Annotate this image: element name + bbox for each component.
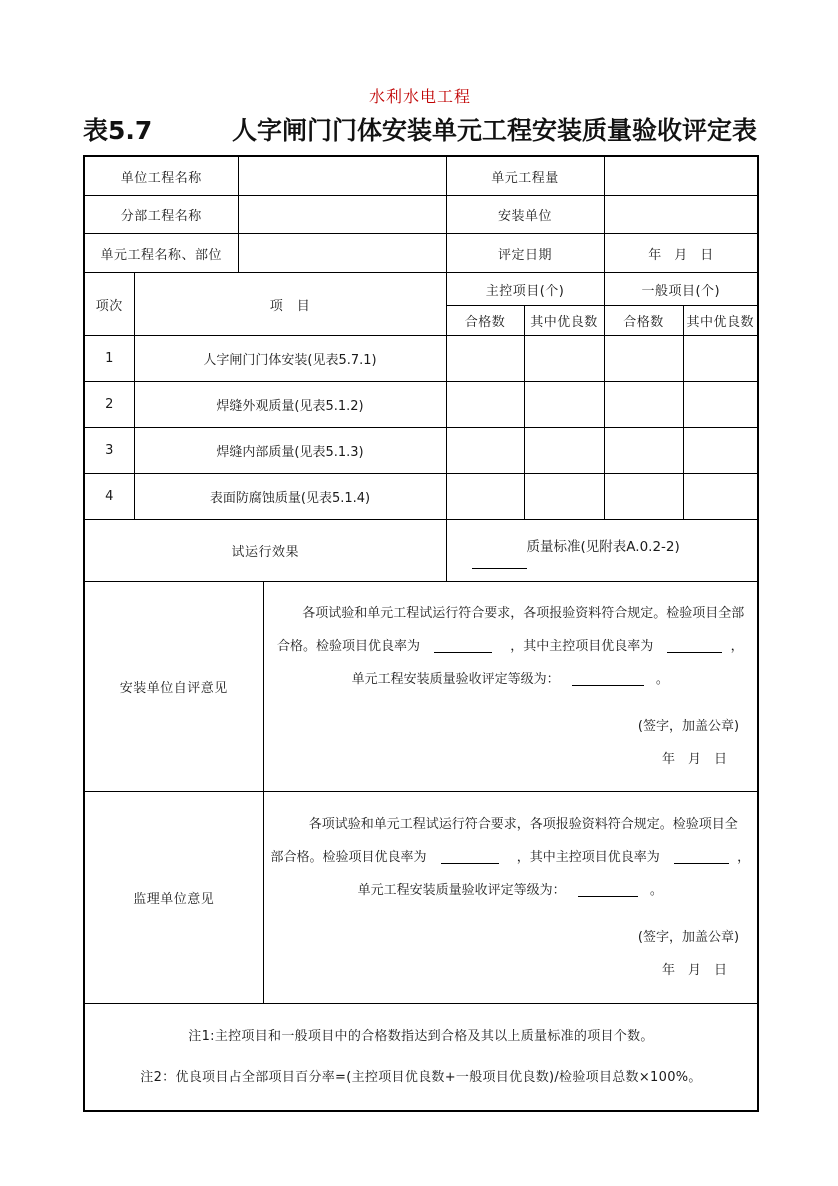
document-page — [83, 84, 757, 1112]
notes-row — [84, 1004, 758, 1111]
item-no: 3 — [84, 428, 134, 474]
count-cell[interactable] — [446, 336, 524, 382]
count-cell[interactable] — [524, 382, 604, 428]
signature-block — [264, 710, 758, 776]
info-row — [84, 196, 758, 234]
quality-standard-text: 质量标准(见附表A.0.2-2) — [526, 538, 680, 555]
fill-in-blank[interactable] — [667, 639, 722, 653]
signature-date: 年 月 日 — [662, 752, 728, 768]
item-no: 1 — [84, 336, 134, 382]
count-cell[interactable] — [446, 428, 524, 474]
supervisor-opinion-label: 监理单位意见 — [84, 792, 263, 1004]
opinion-text: 单元工程安装质量验收评定等级为： — [357, 883, 566, 899]
division-project-name-value[interactable] — [238, 196, 446, 234]
count-cell[interactable] — [604, 474, 683, 520]
signature-note: (签字，加盖公章) — [637, 719, 740, 735]
opinion-text-line — [264, 841, 758, 874]
info-row — [84, 156, 758, 196]
count-cell[interactable] — [524, 474, 604, 520]
installer-opinion-label: 安装单位自评意见 — [84, 582, 263, 792]
installer-opinion-content — [263, 582, 758, 792]
general-items-header: 一般项目(个) — [604, 273, 758, 306]
unit-project-name-value[interactable] — [238, 156, 446, 196]
count-cell[interactable] — [683, 382, 758, 428]
trial-run-row — [84, 520, 758, 582]
doc-category: 水利水电工程 — [368, 87, 471, 106]
table-header-row — [84, 273, 758, 306]
item-name: 人字闸门门体安装(见表5.7.1) — [134, 336, 446, 382]
excellent-count-header: 其中优良数 — [524, 306, 604, 336]
note-1: 注1:主控项目和一般项目中的合格数指达到合格及其以上质量标准的项目个数。 — [188, 1029, 654, 1044]
opinion-text-line — [264, 630, 758, 663]
opinion-text: 合格。检验项目优良率为 — [276, 639, 420, 655]
unit-work-name-part-value[interactable] — [238, 234, 446, 273]
count-cell[interactable] — [683, 428, 758, 474]
count-cell[interactable] — [604, 336, 683, 382]
fill-in-blank[interactable] — [441, 850, 499, 864]
table-row — [84, 336, 758, 382]
supervisor-opinion-content — [263, 792, 758, 1004]
info-row — [84, 234, 758, 273]
install-unit-label: 安装单位 — [446, 196, 604, 234]
supervisor-opinion-row — [84, 792, 758, 1004]
count-cell[interactable] — [524, 428, 604, 474]
fill-in-blank[interactable] — [572, 672, 644, 686]
item-no: 2 — [84, 382, 134, 428]
opinion-text-line — [264, 663, 758, 696]
qualified-count-header: 合格数 — [604, 306, 683, 336]
notes-cell — [84, 1004, 758, 1111]
table-title: 人字闸门门体安装单元工程安装质量验收评定表 — [231, 116, 757, 145]
item-no: 4 — [84, 474, 134, 520]
opinion-text: 。 — [655, 672, 669, 688]
table-row — [84, 428, 758, 474]
opinion-text: ， — [737, 850, 751, 866]
unit-work-quantity-value[interactable] — [604, 156, 758, 196]
unit-project-name-label: 单位工程名称 — [84, 156, 238, 196]
count-cell[interactable] — [446, 474, 524, 520]
fill-in-blank[interactable] — [578, 883, 638, 897]
table-row — [84, 474, 758, 520]
item-no-header: 项次 — [84, 273, 134, 336]
signature-block — [264, 921, 758, 987]
opinion-text-line — [264, 874, 758, 907]
install-unit-value[interactable] — [604, 196, 758, 234]
opinion-text-line: 各项试验和单元工程试运行符合要求，各项报验资料符合规定。检验项目全部 — [302, 606, 745, 622]
item-name: 表面防腐蚀质量(见表5.1.4) — [134, 474, 446, 520]
count-cell[interactable] — [524, 336, 604, 382]
qualified-count-header: 合格数 — [446, 306, 524, 336]
item-header: 项 目 — [134, 273, 446, 336]
trial-run-label: 试运行效果 — [84, 520, 446, 582]
unit-work-quantity-label: 单元工程量 — [446, 156, 604, 196]
count-cell[interactable] — [683, 336, 758, 382]
opinion-text: 。 — [649, 883, 663, 899]
table-row — [84, 382, 758, 428]
main-control-header: 主控项目(个) — [446, 273, 604, 306]
item-name: 焊缝外观质量(见表5.1.2) — [134, 382, 446, 428]
count-cell[interactable] — [446, 382, 524, 428]
table-number: 表5.7 — [83, 116, 153, 145]
count-cell[interactable] — [683, 474, 758, 520]
item-name: 焊缝内部质量(见表5.1.3) — [134, 428, 446, 474]
excellent-count-header: 其中优良数 — [683, 306, 758, 336]
division-project-name-label: 分部工程名称 — [84, 196, 238, 234]
count-cell[interactable] — [604, 428, 683, 474]
unit-work-name-part-label: 单元工程名称、部位 — [84, 234, 238, 273]
installer-opinion-row — [84, 582, 758, 792]
quality-standard-blank-line — [447, 555, 758, 567]
opinion-text: 单元工程安装质量验收评定等级为： — [351, 672, 560, 688]
note-2: 注2：优良项目占全部项目百分率=(主控项目优良数+一般项目优良数)/检验项目总数×100%。 — [140, 1070, 702, 1085]
quality-standard-cell — [446, 520, 758, 582]
fill-in-blank[interactable] — [674, 850, 729, 864]
opinion-text: ，其中主控项目优良率为 — [516, 850, 660, 866]
fill-in-blank[interactable] — [472, 555, 527, 569]
evaluation-date-label: 评定日期 — [446, 234, 604, 273]
count-cell[interactable] — [604, 382, 683, 428]
signature-date: 年 月 日 — [662, 963, 728, 979]
opinion-text: ， — [730, 639, 744, 655]
fill-in-blank[interactable] — [434, 639, 492, 653]
opinion-text: 部合格。检验项目优良率为 — [270, 850, 427, 866]
opinion-text-line: 各项试验和单元工程试运行符合要求，各项报验资料符合规定。检验项目全 — [308, 817, 738, 833]
page-title — [83, 117, 757, 146]
signature-note: (签字，加盖公章) — [637, 930, 740, 946]
acceptance-form-table — [83, 155, 759, 1112]
evaluation-date-value[interactable]: 年 月 日 — [604, 234, 758, 273]
opinion-text: ，其中主控项目优良率为 — [510, 639, 654, 655]
